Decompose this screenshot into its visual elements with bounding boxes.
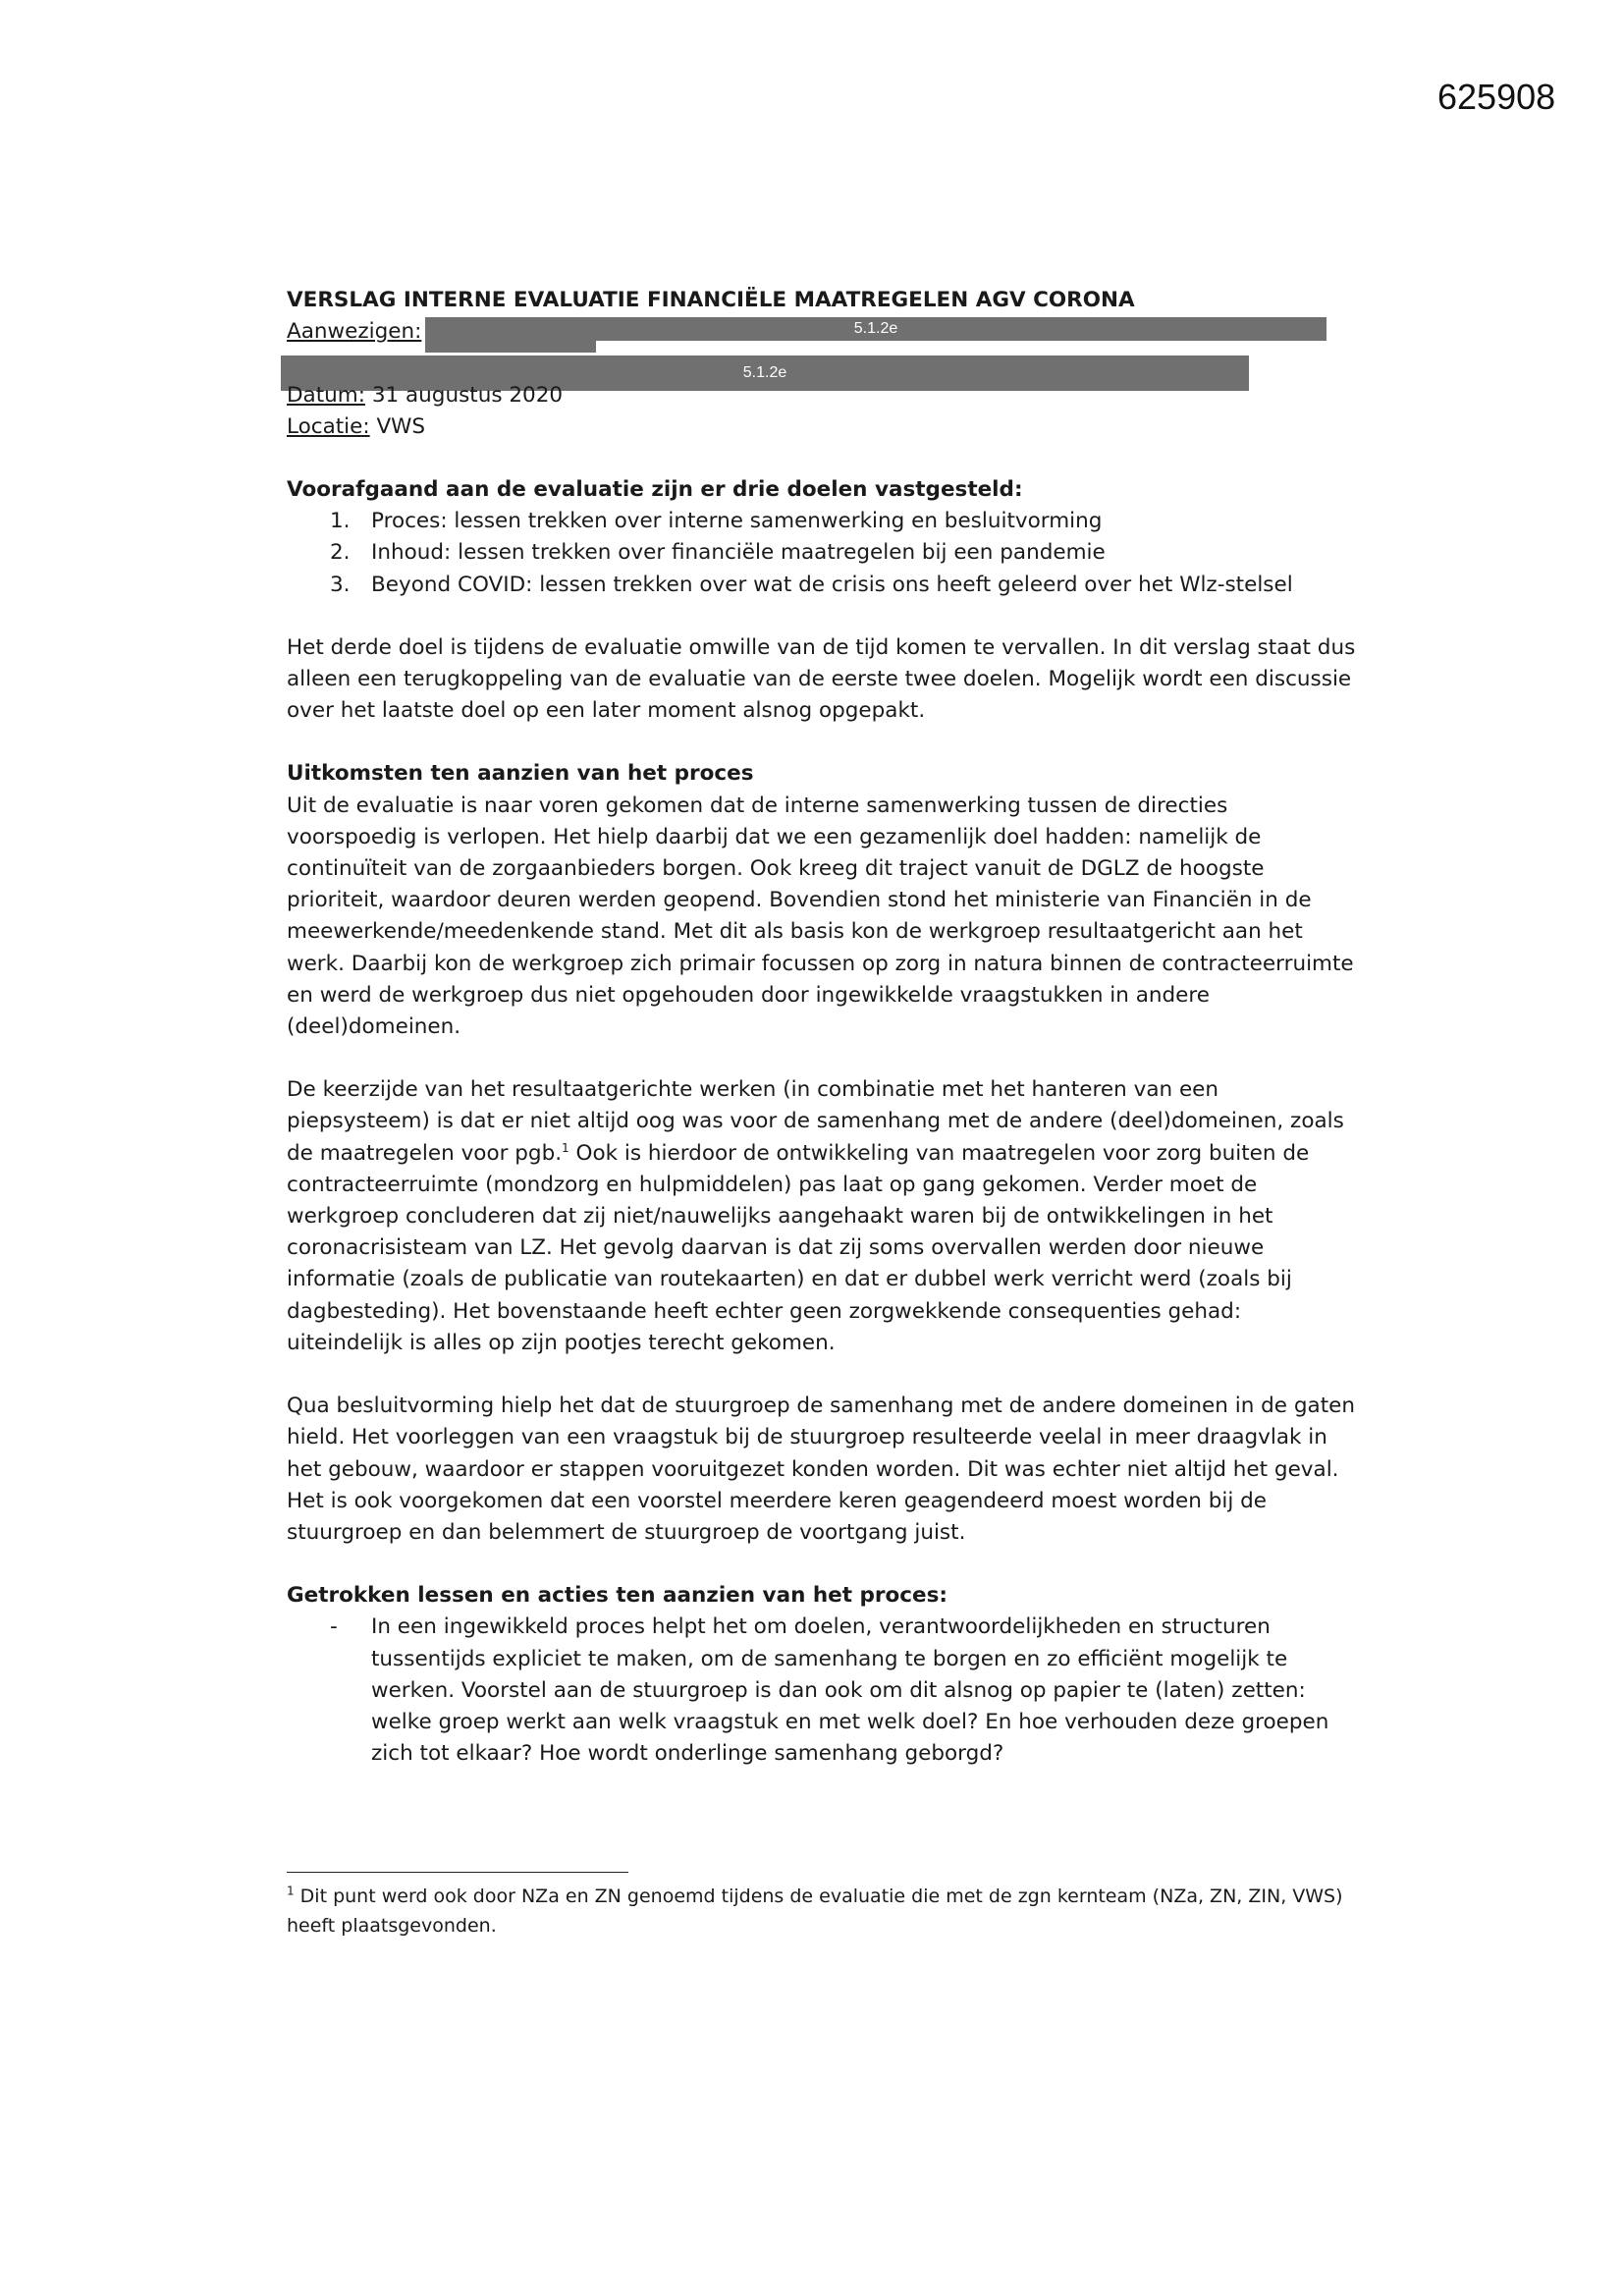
attendees-label: Aanwezigen: <box>287 319 422 345</box>
redaction-code: 5.1.2e <box>853 320 898 337</box>
footnote <box>287 1882 1357 1941</box>
date-line <box>287 380 1357 411</box>
redaction-code: 5.1.2e <box>742 364 787 381</box>
document-body <box>287 285 1357 1770</box>
list-number: 2. <box>330 540 351 566</box>
paragraph-text: Ook is hierdoor de ontwikkeling van maatregelen voor zorg buiten de contracteerruimte (mondzorg en hulpmiddelen) pas laat op gang gekomen. Verder moet de werkgroep concluderen dat zij niet/nauwelijks aangehaakt waren bij de ontwikkelingen in het coronacrisisteam van LZ. Het gevolg daarvan is dat zij soms overvallen werden door nieuwe informatie (zoals de publicatie van routekaarten) en dat er dubbel werk verricht werd (zoals bij dagbesteding). Het bovenstaande heeft echter geen zorgwekkende consequenties gehad: uiteindelijk is alles op zijn pootjes terecht gekomen. <box>287 1140 1310 1355</box>
date-label: Datum: <box>287 382 365 408</box>
date-value: 31 augustus 2020 <box>364 382 564 408</box>
goals-heading: Voorafgaand aan de evaluatie zijn er drie doelen vastgesteld: <box>287 477 1023 503</box>
list-number: 1. <box>330 509 351 534</box>
footnote-text: Dit punt werd ook door NZa en ZN genoemd tijdens de evaluatie die met de zgn kernteam (NZa, ZN, ZIN, VWS) heeft plaatsgevonden. <box>287 1886 1343 1937</box>
list-item-text: Inhoud: lessen trekken over financiële maatregelen bij een pandemie <box>371 540 1106 566</box>
spacer-redacted-line <box>287 348 1357 379</box>
list-dash: - <box>330 1614 338 1640</box>
location-label: Locatie: <box>287 413 370 439</box>
location-value: VWS <box>369 413 426 439</box>
list-item-text: Proces: lessen trekken over interne samenwerking en besluitvorming <box>371 509 1103 534</box>
outcomes-paragraph-2 <box>287 1074 1357 1359</box>
list-item <box>287 1612 1357 1770</box>
outcomes-paragraph-1: Uit de evaluatie is naar voren gekomen dat de interne samenwerking tussen de directies voorspoedig is verlopen. Het hielp daarbij dat we een gezamenlijk doel hadden: namelijk de continuïteit van de zorgaanbieders borgen. Ook kreeg dit traject vanuit de DGLZ de hoogste prioriteit, waardoor deuren werden geopend. Bovendien stond het ministerie van Financiën in de meewerkende/meedenkende stand. Met dit als basis kon de werkgroep resultaatgericht aan het werk. Daarbij kon de werkgroep zich primair focussen op zorg in natura binnen de contracteerruimte en werd de werkgroep dus niet opgehouden door ingewikkelde vraagstukken in andere (deel)domeinen. <box>287 793 1354 1040</box>
goals-list <box>287 506 1357 601</box>
outcomes-heading: Uitkomsten ten aanzien van het proces <box>287 761 754 787</box>
footnote-number: 1 <box>287 1884 295 1898</box>
list-item <box>287 537 1357 569</box>
footnote-reference[interactable]: 1 <box>562 1140 569 1155</box>
lessons-list <box>287 1612 1357 1770</box>
document-title: VERSLAG INTERNE EVALUATIE FINANCIËLE MAATREGELEN AGV CORONA <box>287 288 1135 312</box>
list-item <box>287 570 1357 601</box>
location-line <box>287 411 1357 443</box>
list-number: 3. <box>330 572 351 597</box>
document-id: 625908 <box>1437 77 1556 117</box>
intro-paragraph: Het derde doel is tijdens de evaluatie omwille van de tijd komen te vervallen. In dit verslag staat dus alleen een terugkoppeling van de evaluatie van de eerste twee doelen. Mogelijk wordt een discussie over het laatste doel op een later moment alsnog opgepakt. <box>287 634 1356 724</box>
lessons-heading: Getrokken lessen en acties ten aanzien van het proces: <box>287 1583 948 1609</box>
footnote-separator <box>287 1872 628 1873</box>
list-item <box>287 506 1357 537</box>
outcomes-paragraph-3: Qua besluitvorming hielp het dat de stuurgroep de samenhang met de andere domeinen in de gaten hield. Het voorleggen van een vraagstuk bij de stuurgroep resulteerde veelal in meer draagvlak in het gebouw, waardoor er stappen vooruitgezet konden worden. Dit was echter niet altijd het geval. Het is ook voorgekomen dat een voorstel meerdere keren geagendeerd moest worden bij de stuurgroep en dan belemmert de stuurgroep de voortgang juist. <box>287 1394 1355 1545</box>
attendees-line <box>287 316 1357 348</box>
paragraph-text: De keerzijde van het resultaatgerichte werken (in combinatie met het hanteren van een piepsysteem) is dat er niet altijd oog was voor de samenhang met de andere (deel)domeinen, zoals de maatregelen voor pgb. <box>287 1077 1344 1166</box>
list-item-text: Beyond COVID: lessen trekken over wat de crisis ons heeft geleerd over het Wlz-stelsel <box>371 572 1293 597</box>
list-item-text: In een ingewikkeld proces helpt het om doelen, verantwoordelijkheden en structuren tussentijds expliciet te maken, om de samenhang te borgen en zo efficiënt mogelijk te werken. Voorstel aan de stuurgroep is dan ook om dit alsnog op papier te (laten) zetten: welke groep werkt aan welk vraagstuk en met welk doel? En hoe verhouden deze groepen zich tot elkaar? Hoe wordt onderlinge samenhang geborgd? <box>371 1614 1329 1767</box>
